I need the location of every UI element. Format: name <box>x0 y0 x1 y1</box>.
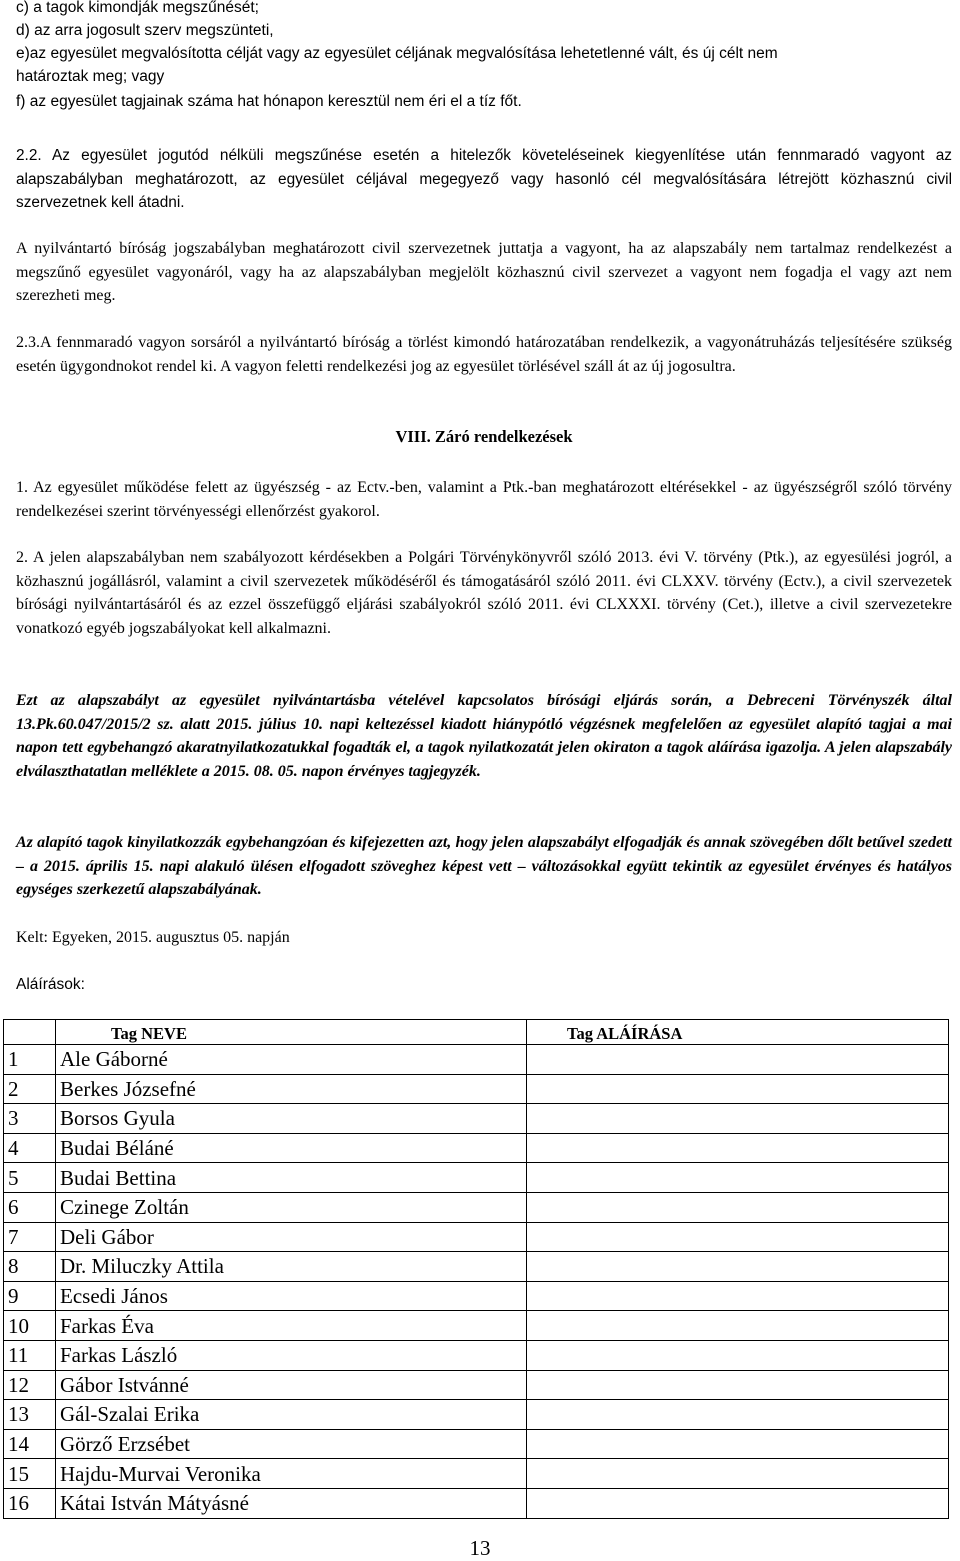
member-number: 3 <box>4 1104 56 1134</box>
signature-cell <box>527 1163 949 1193</box>
signature-cell <box>527 1459 949 1489</box>
member-name: Dr. Miluczky Attila <box>56 1252 527 1282</box>
paragraph-nyilvantarto: A nyilvántartó bíróság jogszabályban meghatározott civil szervezetnek juttatja a vagyont, ha az alapszabály nem tartalmaz rendelkezést a megszűnő egyesület vagyonáról, vagy ha az alapszabályban megjelölt közhasznú civil szervezet a vagyont nem fogadja el vagy azt nem szerezheti meg. <box>16 240 952 304</box>
member-name: Farkas László <box>56 1340 527 1370</box>
member-name: Borsos Gyula <box>56 1104 527 1134</box>
member-number: 8 <box>4 1252 56 1282</box>
header-signature: Tag ALÁÍRÁSA <box>527 1020 949 1045</box>
member-number: 13 <box>4 1400 56 1430</box>
member-name: Farkas Éva <box>56 1311 527 1341</box>
table-row <box>4 1370 949 1400</box>
member-name: Hajdu-Murvai Veronika <box>56 1459 527 1489</box>
signature-cell <box>527 1192 949 1222</box>
member-number: 15 <box>4 1459 56 1489</box>
member-number: 9 <box>4 1281 56 1311</box>
member-number: 16 <box>4 1488 56 1518</box>
member-name: Czinege Zoltán <box>56 1192 527 1222</box>
table-row <box>4 1074 949 1104</box>
header-num-cell <box>4 1020 56 1045</box>
page-number: 13 <box>469 1536 491 1560</box>
date-line: Kelt: Egyeken, 2015. augusztus 05. napján <box>16 929 290 946</box>
signature-cell <box>527 1074 949 1104</box>
signature-cell <box>527 1133 949 1163</box>
header-name: Tag NEVE <box>56 1020 527 1045</box>
member-name: Berkes Józsefné <box>56 1074 527 1104</box>
section-heading: VIII. Záró rendelkezések <box>395 427 573 446</box>
member-name: Gábor Istvánné <box>56 1370 527 1400</box>
signature-cell <box>527 1311 949 1341</box>
paragraph-1: 1. Az egyesület működése felett az ügyészség - az Ectv.-ben, valamint a Ptk.-ban meghatározott eltérésekkel - az ügyészségről szóló törvény rendelkezései szerint törvényességi ellenőrzést gyakorol. <box>16 479 952 520</box>
signature-cell <box>527 1429 949 1459</box>
signature-cell <box>527 1400 949 1430</box>
member-name: Budai Béláné <box>56 1133 527 1163</box>
paragraph-2-3: 2.3.A fennmaradó vagyon sorsáról a nyilvántartó bíróság a törlést kimondó határozatában rendelkezik, a vagyonátruházás teljesítésére szükség esetén ügygondnokot rendel ki. A vagyon feletti rendelkezési jog az egyesület törlésével száll át az új jogosultra. <box>16 334 952 375</box>
signature-cell <box>527 1252 949 1282</box>
table-row <box>4 1281 949 1311</box>
signature-cell <box>527 1281 949 1311</box>
table-row <box>4 1400 949 1430</box>
table-row <box>4 1104 949 1134</box>
member-name: Deli Gábor <box>56 1222 527 1252</box>
list-item-d: d) az arra jogosult szerv megszünteti, <box>16 22 274 39</box>
signature-cell <box>527 1045 949 1075</box>
italic-paragraph-declaration: Az alapító tagok kinyilatkozzák egybehangzóan és kifejezetten azt, hogy jelen alapszabályt elfogadják és annak szövegében dőlt betűvel szedett – a 2015. április 15. napi alakuló ülésen elfogadott szöveghez képest vett – változásokkal együtt tekintik az egyesület érvényes és hatályos egységes szerkezetű alapszabályának. <box>16 834 952 898</box>
italic-paragraph-adoption: Ezt az alapszabályt az egyesület nyilvántartásba vételével kapcsolatos bírósági eljárás során, a Debreceni Törvényszék által 13.Pk.60.047/2015/2 sz. alatt 2015. július 10. napi keltezéssel kiadott hiánypótló végzésnek megfelelően az egyesület alapító tagjai a mai napon tett egybehangzó akaratnyilatkozatukkal fogadták el, a tagok nyilatkozatát jelen okiraton a tagok aláírása igazolja. A jelen alapszabály elválaszthatatlan melléklete a 2015. 08. 05. napon érvényes tagjegyzék. <box>16 692 952 780</box>
member-name: Ale Gáborné <box>56 1045 527 1075</box>
signature-cell <box>527 1104 949 1134</box>
member-name: Görző Erzsébet <box>56 1429 527 1459</box>
list-item-e-cont: határoztak meg; vagy <box>16 68 165 85</box>
signature-cell <box>527 1370 949 1400</box>
table-row <box>4 1192 949 1222</box>
member-number: 4 <box>4 1133 56 1163</box>
table-row <box>4 1222 949 1252</box>
table-row <box>4 1488 949 1518</box>
list-item-c: c) a tagok kimondják megszűnését; <box>16 0 259 16</box>
signature-table <box>3 1019 949 1519</box>
table-header-row <box>4 1020 949 1045</box>
list-item-f: f) az egyesület tagjainak száma hat hónapon keresztül nem éri el a tíz főt. <box>16 93 522 110</box>
signature-cell <box>527 1488 949 1518</box>
paragraph-2-2: 2.2. Az egyesület jogutód nélküli megszűnése esetén a hitelezők követeléseinek kiegyenlítése után fennmaradó vagyont az alapszabályban meghatározott, az egyesület céljával megegyező vagy hasonló cél megvalósítására létrejött közhasznú civil szervezetnek kell átadni. <box>16 147 952 211</box>
table-row <box>4 1340 949 1370</box>
signature-cell <box>527 1340 949 1370</box>
paragraph-2: 2. A jelen alapszabályban nem szabályozott kérdésekben a Polgári Törvénykönyvről szóló 2013. évi V. törvény (Ptk.), az egyesülési jogról, a közhasznú jogállásról, valamint a civil szervezetek működéséről és támogatásáról szóló 2011. évi CLXXV. törvény (Ectv.), a civil szervezetek bírósági nyilvántartásáról és az ezzel összefüggő eljárási szabályokról szóló 2011. évi CLXXXI. törvény (Cet.), illetve a civil szervezetekre vonatkozó egyéb jogszabályokat kell alkalmazni. <box>16 549 952 637</box>
member-number: 14 <box>4 1429 56 1459</box>
member-number: 1 <box>4 1045 56 1075</box>
member-number: 5 <box>4 1163 56 1193</box>
table-row <box>4 1252 949 1282</box>
member-number: 11 <box>4 1340 56 1370</box>
member-name: Budai Bettina <box>56 1163 527 1193</box>
table-row <box>4 1163 949 1193</box>
table-row <box>4 1429 949 1459</box>
member-number: 2 <box>4 1074 56 1104</box>
table-row <box>4 1459 949 1489</box>
member-number: 10 <box>4 1311 56 1341</box>
signature-cell <box>527 1222 949 1252</box>
signatures-label: Aláírások: <box>16 976 85 993</box>
table-row <box>4 1045 949 1075</box>
table-row <box>4 1311 949 1341</box>
member-number: 12 <box>4 1370 56 1400</box>
member-name: Kátai István Mátyásné <box>56 1488 527 1518</box>
member-name: Ecsedi János <box>56 1281 527 1311</box>
member-number: 7 <box>4 1222 56 1252</box>
list-item-e: e)az egyesület megvalósította célját vagy az egyesület céljának megvalósítása lehetetlenné vált, és új célt nem <box>16 45 778 62</box>
member-number: 6 <box>4 1192 56 1222</box>
member-name: Gál-Szalai Erika <box>56 1400 527 1430</box>
table-row <box>4 1133 949 1163</box>
